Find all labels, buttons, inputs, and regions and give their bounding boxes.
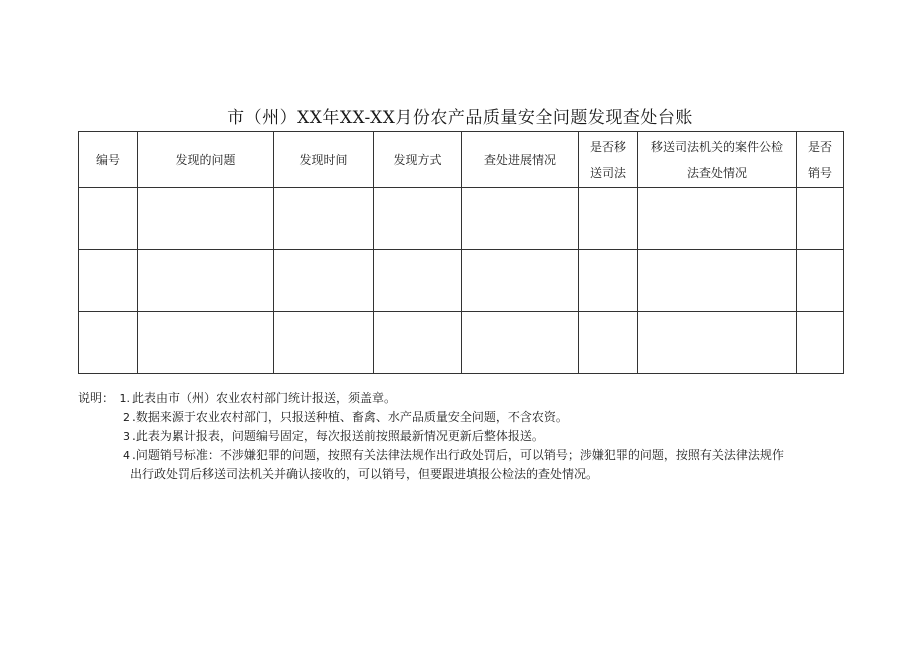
header-discovery-method: 发现方式 xyxy=(374,132,462,188)
note-number: 1. xyxy=(119,392,130,405)
table-cell[interactable] xyxy=(274,188,374,250)
table-cell[interactable] xyxy=(797,250,844,312)
note-text: .问题销号标准：不涉嫌犯罪的问题，按照有关法律法规作出行政处罚后，可以销号；涉嫌犯罪的问题，按照有关法律法规作 xyxy=(132,448,784,462)
note-number: 4 xyxy=(123,449,130,462)
header-row xyxy=(79,132,844,188)
table-cell[interactable] xyxy=(638,312,797,374)
notes-prefix: 说明： xyxy=(78,391,115,405)
ledger-title: 市（州）XX年XX-XX月份农产品质量安全问题发现查处台账 xyxy=(227,108,693,128)
table-cell[interactable] xyxy=(579,250,638,312)
table-cell[interactable] xyxy=(462,250,579,312)
table-row xyxy=(79,250,844,312)
note-text: 此表由市（州）农业农村部门统计报送，须盖章。 xyxy=(132,391,397,405)
table-cell[interactable] xyxy=(79,250,138,312)
ledger-table xyxy=(78,131,844,374)
header-problem-found: 发现的问题 xyxy=(138,132,274,188)
note-item-1 xyxy=(78,389,848,408)
table-cell[interactable] xyxy=(274,250,374,312)
table-cell[interactable] xyxy=(797,188,844,250)
table-cell[interactable] xyxy=(638,250,797,312)
header-closed-out: 是否 销号 xyxy=(797,132,844,188)
table-cell[interactable] xyxy=(462,312,579,374)
table-cell[interactable] xyxy=(374,250,462,312)
table-cell[interactable] xyxy=(79,188,138,250)
note-item-2 xyxy=(78,408,848,427)
table-cell[interactable] xyxy=(579,188,638,250)
note-text: .数据来源于农业农村部门，只报送种植、畜禽、水产品质量安全问题，不含农资。 xyxy=(132,410,568,424)
table-row xyxy=(79,188,844,250)
note-number: 3 xyxy=(123,430,130,443)
table-cell[interactable] xyxy=(138,250,274,312)
table-cell[interactable] xyxy=(797,312,844,374)
note-item-3 xyxy=(78,427,848,446)
header-judicial-case-status: 移送司法机关的案件公检 法查处情况 xyxy=(638,132,797,188)
note-item-4-continuation: 出行政处罚后移送司法机关并确认接收的，可以销号，但要跟进填报公检法的查处情况。 xyxy=(130,467,599,481)
note-item-4 xyxy=(78,446,848,465)
header-investigation-progress: 查处进展情况 xyxy=(462,132,579,188)
header-discovery-time: 发现时间 xyxy=(274,132,374,188)
table-cell[interactable] xyxy=(374,188,462,250)
note-text: .此表为累计报表，问题编号固定，每次报送前按照最新情况更新后整体报送。 xyxy=(132,429,544,443)
notes-section xyxy=(78,389,848,483)
table-row xyxy=(79,312,844,374)
table-cell[interactable] xyxy=(138,188,274,250)
table-cell[interactable] xyxy=(374,312,462,374)
table-cell[interactable] xyxy=(138,312,274,374)
note-number: 2 xyxy=(123,411,130,424)
table-cell[interactable] xyxy=(462,188,579,250)
header-transferred-judicial: 是否移 送司法 xyxy=(579,132,638,188)
table-cell[interactable] xyxy=(579,312,638,374)
table-cell[interactable] xyxy=(638,188,797,250)
table-cell[interactable] xyxy=(79,312,138,374)
header-number: 编号 xyxy=(79,132,138,188)
table-cell[interactable] xyxy=(274,312,374,374)
